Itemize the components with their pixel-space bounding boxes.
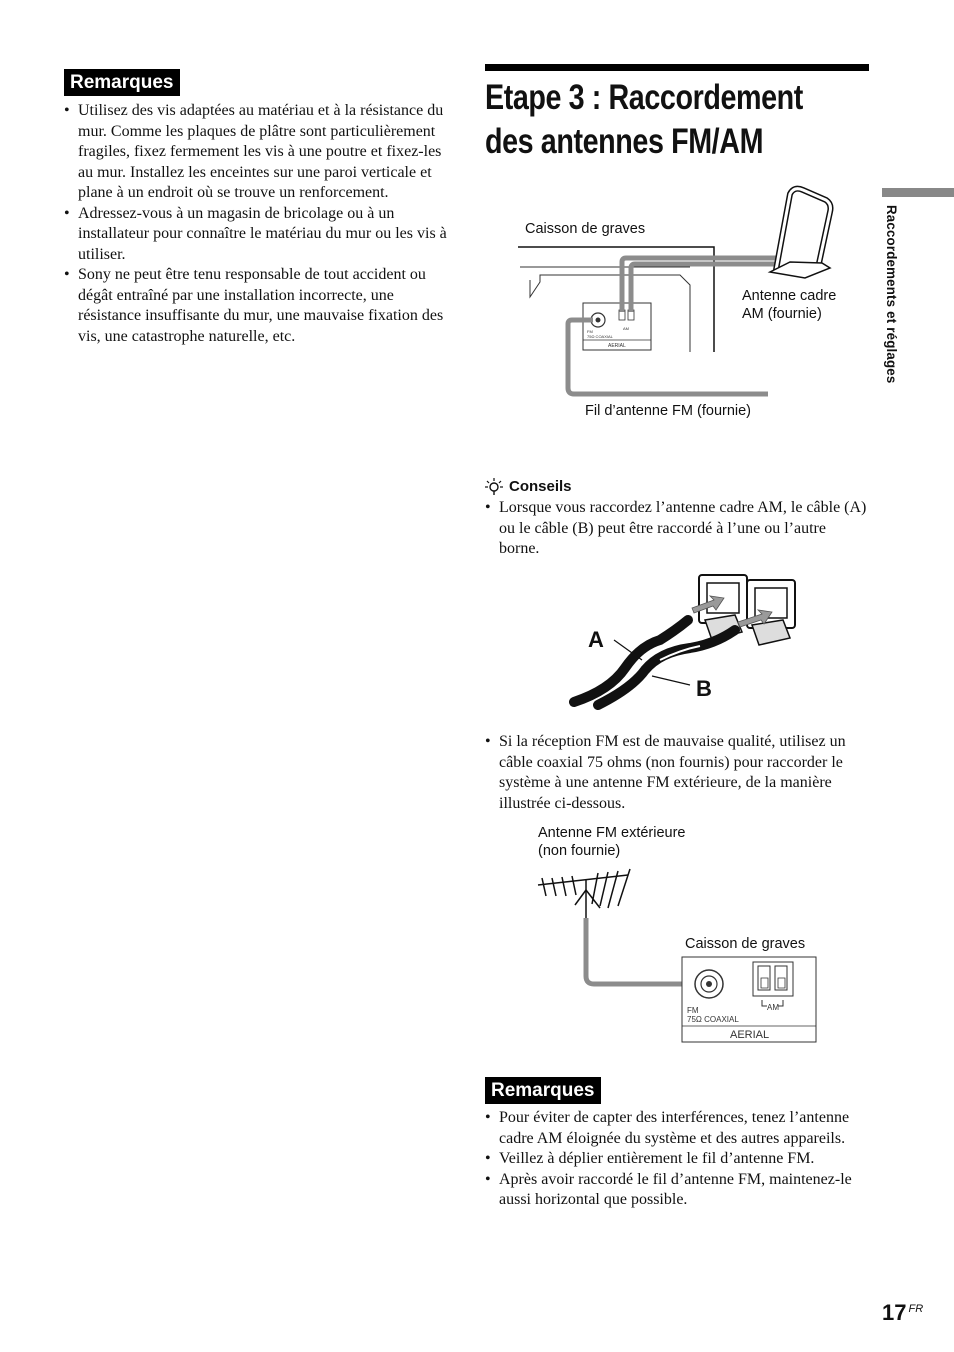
list-item: • Sony ne peut être tenu responsable de tout accident ou dégât entraîné par une installation incorrecte, une résistance insuffisante du mur, une mauvaise fixation des vis, une catastrophe naturelle, etc. <box>64 265 449 347</box>
list-item: • Adressez-vous à un magasin de bricolage ou à un installateur pour connaître le matériau du mur ou les vis à utiliser. <box>64 204 449 266</box>
figure3-panel-fm-text: FM <box>687 1006 699 1015</box>
figure3-ext-antenna-line-2: (non fournie) <box>538 843 621 859</box>
figure1-am-label-line-1: Antenne cadre <box>742 288 837 304</box>
page-title-line-1: Etape 3 : Raccordement <box>485 78 803 117</box>
list-item: • Veillez à déplier entièrement le fil d’antenne FM. <box>485 1149 870 1170</box>
list-item: • Après avoir raccordé le fil d’antenne FM, maintenez-le aussi horizontal que possible. <box>485 1170 870 1211</box>
figure3-panel-aerial-text: AERIAL <box>730 1029 770 1041</box>
outdoor-fm-antenna-icon <box>538 869 630 918</box>
list-item: • Utilisez des vis adaptées au matériau et à la résistance du mur. Comme les plaques de plâtre sont particulièrement fragiles, fixez fermement les vis à une poutre et fixez-les au mur. Installez les enceintes sur une paroi verticale et plane à un endroit où se trouve un renforcement. <box>64 101 449 204</box>
list-item: • Lorsque vous raccordez l’antenne cadre AM, le câble (A) ou le câble (B) peut être raccordé à l’une ou l’autre borne. <box>485 498 870 560</box>
page-number <box>882 1300 923 1326</box>
figure3-panel-coax-text: 75Ω COAXIAL <box>687 1015 739 1024</box>
label-b: B <box>696 676 712 701</box>
figure1-subwoofer-label: Caisson de graves <box>525 221 646 237</box>
figure3-ext-antenna-line-1: Antenne FM extérieure <box>538 825 686 841</box>
label-a: A <box>588 627 604 652</box>
section-tab-label: Raccordements et réglages <box>884 205 900 384</box>
page-title-line-2: des antennes FM/AM <box>485 122 764 161</box>
list-item: • Si la réception FM est de mauvaise qualité, utilisez un câble coaxial 75 ohms (non fournis) pour raccorder le système à une antenne FM extérieure, de la manière illustrée ci-dessous. <box>485 732 870 814</box>
list-item: • Pour éviter de capter des interférences, tenez l’antenne cadre AM éloignée du système et des autres appareils. <box>485 1108 870 1149</box>
figure1-panel-aerial-text: AERIAL <box>608 343 626 349</box>
tips-heading-text: Conseils <box>509 478 572 495</box>
remarks-badge-2: Remarques <box>485 1077 601 1104</box>
figure1-am-label-line-2: AM (fournie) <box>742 306 822 322</box>
figure3-panel-am-text: AM <box>767 1003 779 1012</box>
page-number-suffix: FR <box>908 1302 924 1315</box>
figure1-fm-label: Fil d’antenne FM (fournie) <box>585 403 752 419</box>
figure3-subwoofer-label: Caisson de graves <box>685 936 806 952</box>
remarks-badge: Remarques <box>64 69 180 96</box>
right-notes-list <box>485 1108 870 1211</box>
figure1-panel-fm-text: FM <box>587 329 593 334</box>
figure1-panel-am-text: AM <box>623 326 629 331</box>
page-number-value: 17 <box>882 1300 907 1325</box>
figure1-panel-coax-text: 75Ω COAXIAL <box>587 334 613 339</box>
